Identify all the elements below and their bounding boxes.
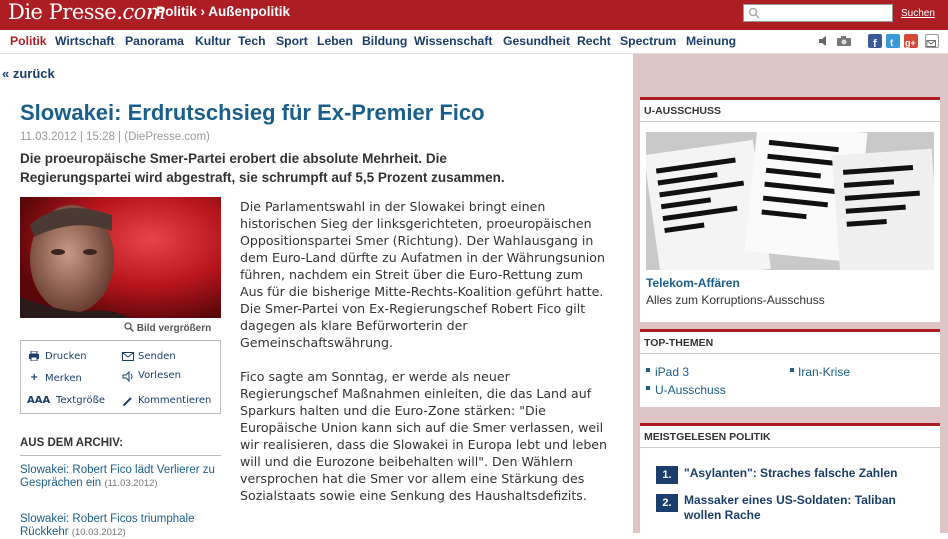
most-read-link[interactable]: "Asylanten": Straches falsche Zahlen [684, 466, 898, 480]
nav-item-kultur[interactable]: Kultur [195, 34, 231, 48]
read-aloud-button[interactable]: Vorlesen [138, 370, 181, 381]
topic-link[interactable]: Iran-Krise [798, 365, 851, 379]
font-size-button[interactable]: Textgröße [56, 395, 106, 406]
magnifier-icon [124, 322, 134, 332]
search-icon [748, 7, 760, 19]
divider [640, 447, 940, 448]
font-size-icon: AAA [27, 395, 51, 406]
box-heading: TOP-THEMEN [644, 337, 714, 349]
nav-item-wirtschaft[interactable]: Wirtschaft [55, 34, 115, 48]
article-title: Slowakei: Erdrutschsieg für Ex-Premier Fico [20, 100, 485, 125]
audio-icon [122, 371, 134, 382]
box-heading: U-AUSSCHUSS [644, 105, 722, 117]
most-read-link[interactable]: Massaker eines US-Soldaten: Taliban wollen Rache [684, 493, 896, 522]
search-button[interactable]: Suchen [901, 8, 935, 19]
bullet-icon [790, 368, 794, 372]
search-input[interactable] [743, 4, 893, 22]
topic-link[interactable]: iPad 3 [655, 365, 690, 379]
nav-item-gesundheit[interactable]: Gesundheit [503, 34, 571, 48]
archive-item[interactable]: Slowakei: Robert Ficos triumphale Rückkehr (10.03.2012) [20, 513, 195, 538]
box-heading: MEISTGELESEN POLITIK [644, 431, 771, 443]
breadcrumb[interactable]: › Politik › Außenpolitik [148, 4, 290, 19]
svg-text:f: f [873, 38, 877, 49]
rank-badge: 1. [656, 466, 678, 484]
google-plus-icon[interactable] [904, 34, 918, 48]
article-paragraph: Fico sagte am Sonntag, er werde als neuer Regierungschef Maßnahmen einleiten, die das Land auf Sparkurs halten und die Euro-Zone stärken: "Die Europäische Union kann sich auf die Smer verlassen, weil wir realisieren, dass die Slowakei in Europa lebt und leben will und die Eurozone beibehalten will". Den Wählern versprochen hat die Smer vor allem eine Stärkung des Sozialstaats sowie eine Senkung des Haushaltsdefizits. [240, 369, 608, 503]
nav-item-tech[interactable]: Tech [238, 34, 266, 48]
svg-text:t: t [890, 38, 894, 49]
comment-button[interactable]: Kommentieren [138, 395, 212, 406]
top-bar [0, 0, 948, 30]
bullet-icon [646, 386, 650, 390]
article-paragraph: Die Parlamentswahl in der Slowakei bringt einen historischen Sieg der linksgerichteten, proeuropäischen Oppositionspartei Smer (Richtung). Der Wahlausgang in dem Euro-Land dürfte zu Aufatmen in der Währungsunion führen, nachdem ein Streit über die Euro-Rettung zum Aus für die bisherige Mitte-Rechts-Koalition geführt hatte. Die Smer-Partei von Ex-Regierungschef Robert Fico gilt dagegen als klare Befürworterin der Gemeinschaftswährung. [240, 199, 605, 350]
article-tools [20, 340, 221, 414]
nav-item-bildung[interactable]: Bildung [362, 34, 408, 48]
article-meta: 11.03.2012 | 15:28 | (DiePresse.com) [20, 131, 210, 143]
topic-link[interactable]: U-Ausschuss [655, 383, 726, 397]
facebook-icon[interactable] [868, 34, 882, 48]
archive-item[interactable]: Slowakei: Robert Fico lädt Verlierer zu Gesprächen ein (11.03.2012) [20, 464, 215, 489]
svg-text:g+: g+ [905, 38, 916, 48]
nav-item-panorama[interactable]: Panorama [125, 34, 184, 48]
top-themen-box [640, 329, 940, 407]
enlarge-image-link[interactable]: Bild vergrößern [124, 322, 211, 334]
nav-item-sport[interactable]: Sport [276, 34, 308, 48]
nav-item-leben[interactable]: Leben [317, 34, 353, 48]
nav-item-wissenschaft[interactable]: Wissenschaft [414, 34, 493, 48]
teaser-subtitle: Alles zum Korruptions-Ausschuss [646, 293, 825, 307]
nav-item-politik[interactable]: Politik [10, 34, 47, 48]
divider [20, 455, 221, 456]
archive-heading: AUS DEM ARCHIV: [20, 437, 124, 449]
camera-icon[interactable] [836, 35, 852, 47]
teaser-image[interactable] [646, 132, 934, 270]
nav-item-spectrum[interactable]: Spectrum [620, 34, 677, 48]
printer-icon [28, 351, 40, 361]
back-link[interactable]: « zurück [2, 66, 55, 81]
print-button[interactable]: Drucken [45, 351, 87, 362]
envelope-icon [122, 352, 134, 361]
article-body [240, 198, 610, 521]
article-photo[interactable] [20, 197, 221, 318]
site-logo[interactable]: Die Presse.com [8, 0, 166, 24]
send-button[interactable]: Senden [138, 351, 176, 362]
nav-item-recht[interactable]: Recht [577, 34, 611, 48]
divider [640, 353, 940, 354]
nav-item-meinung[interactable]: Meinung [686, 34, 737, 48]
meistgelesen-box [640, 423, 940, 533]
plus-icon: + [30, 372, 39, 383]
teaser-title[interactable]: Telekom-Affären [646, 276, 740, 290]
mail-icon[interactable] [925, 34, 939, 48]
u-ausschuss-box [640, 97, 940, 322]
twitter-icon[interactable] [886, 34, 900, 48]
bookmark-button[interactable]: Merken [45, 373, 82, 384]
speaker-icon[interactable] [817, 34, 831, 48]
pencil-icon [122, 396, 133, 407]
bullet-icon [646, 368, 650, 372]
article-lead: Die proeuropäische Smer-Partei erobert die absolute Mehrheit. Die Regierungspartei wird abgestraft, sie schrumpft auf 5,5 Prozent zusammen. [20, 151, 505, 185]
main-nav [0, 30, 948, 54]
divider [640, 121, 940, 122]
rank-badge: 2. [656, 494, 678, 512]
